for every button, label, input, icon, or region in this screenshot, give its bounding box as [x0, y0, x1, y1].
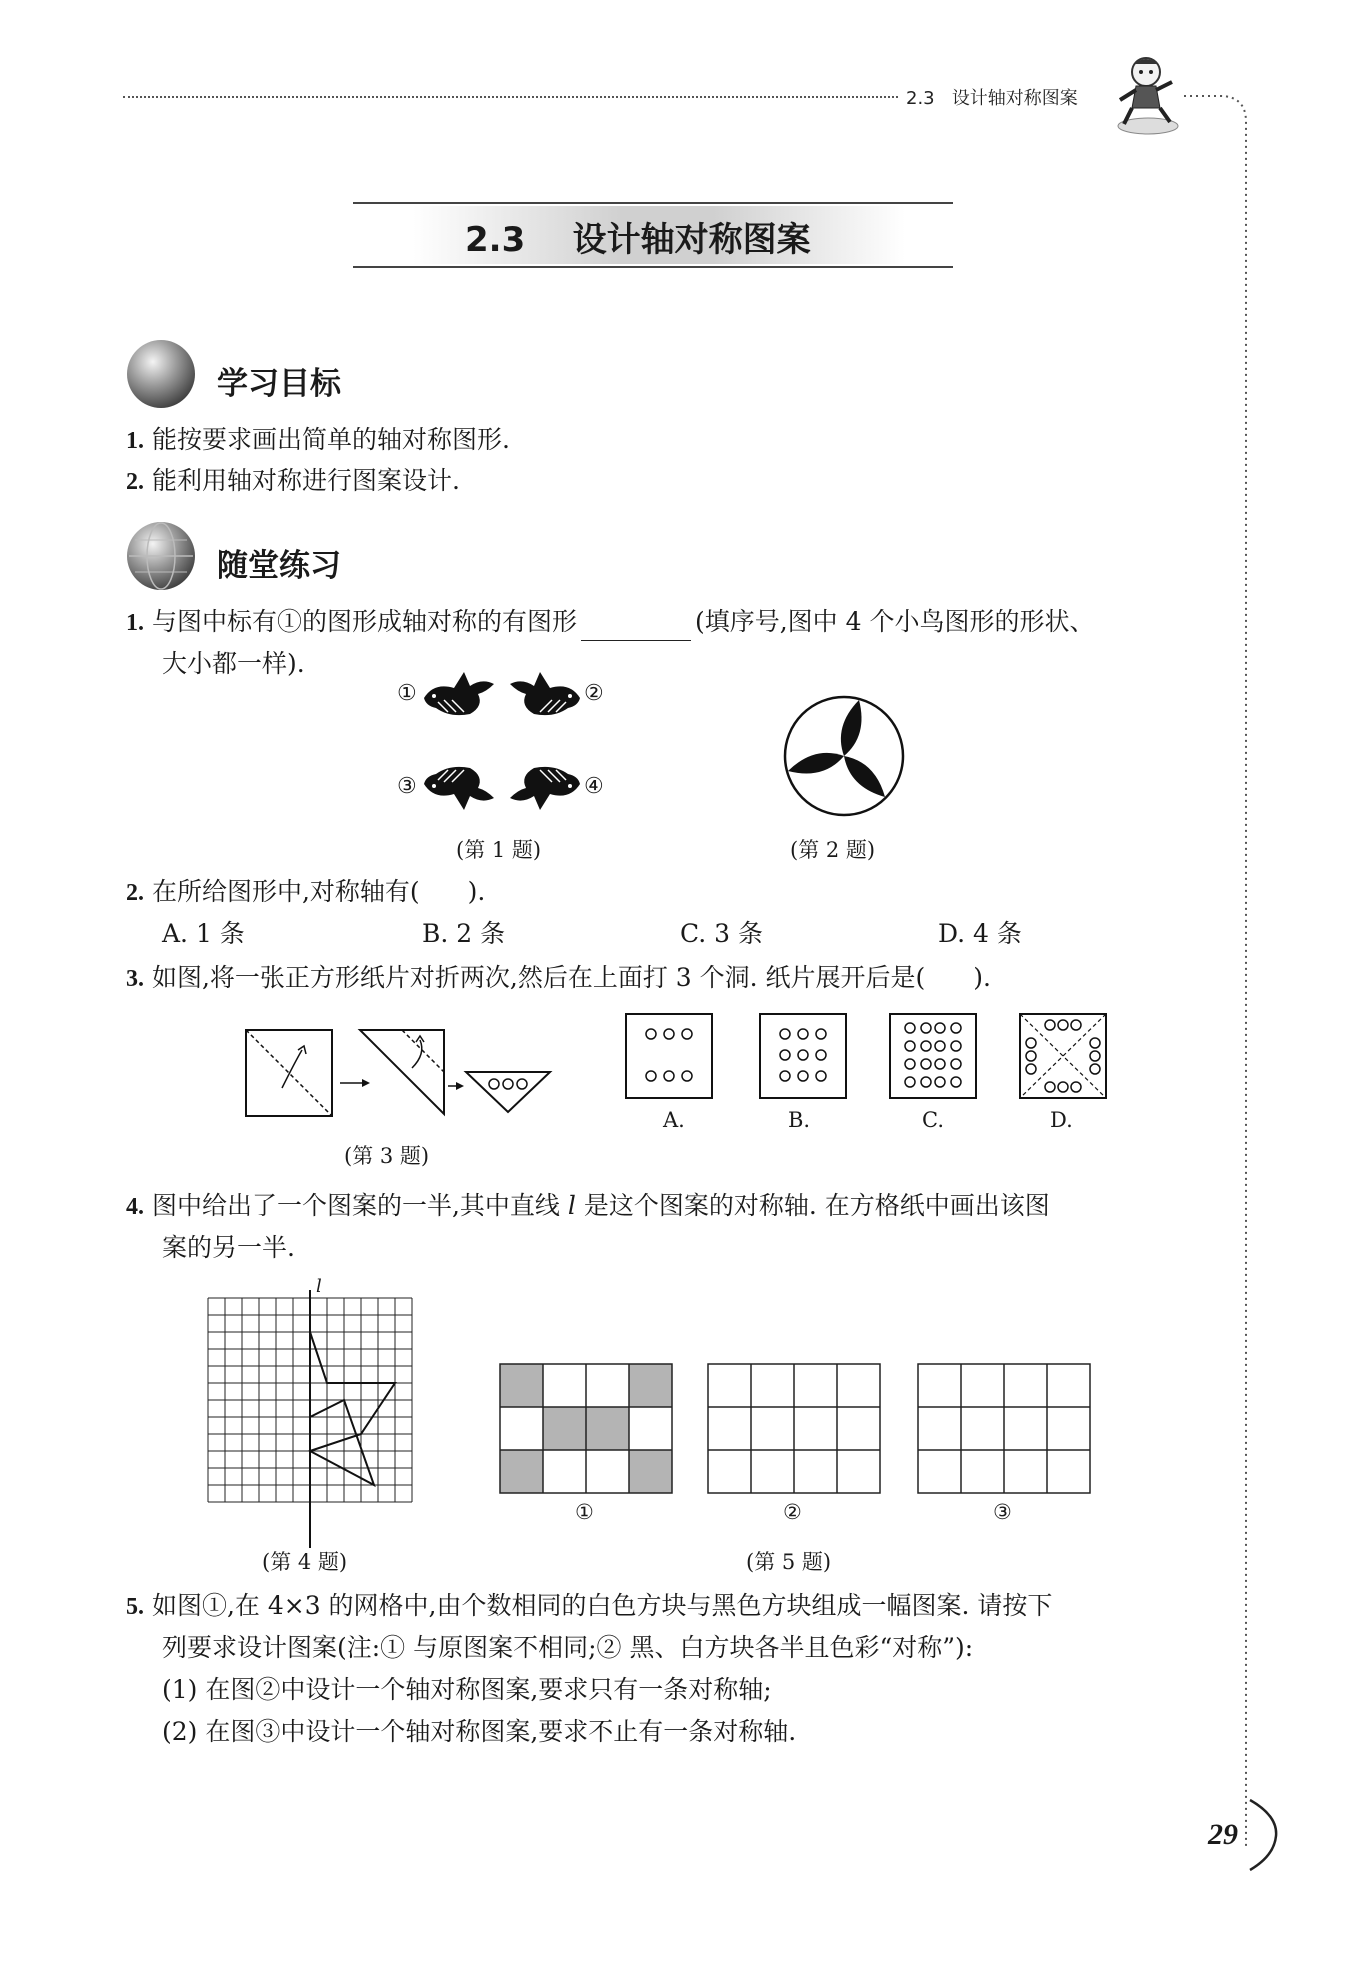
q5-line4: (2) 在图③中设计一个轴对称图案,要求不止有一条对称轴.	[162, 1717, 797, 1746]
q1-text-a: 与图中标有①的图形成轴对称的有图形	[151, 607, 577, 636]
q4-grid[interactable]	[206, 1290, 418, 1550]
page-number: 29	[1208, 1818, 1238, 1851]
q1-caption: (第 1 题)	[456, 838, 542, 862]
q3-option-a-label[interactable]: A.	[663, 1108, 685, 1132]
bird-label-2: ②	[584, 681, 604, 706]
q3-line1	[126, 960, 991, 997]
page-title-text: 设计轴对称图案	[572, 220, 811, 260]
q5-line2: 列要求设计图案(注:① 与原图案不相同;② 黑、白方块各半且色彩“对称”):	[162, 1633, 974, 1662]
q3-option-b-figure[interactable]	[758, 1012, 848, 1100]
q4-line2: 案的另一半.	[162, 1233, 295, 1262]
q4-num: 4.	[126, 1194, 144, 1220]
header-rule	[123, 96, 898, 98]
q4-var: l	[567, 1191, 576, 1220]
q5-caption: (第 5 题)	[746, 1550, 832, 1574]
q5-grid-1	[498, 1362, 674, 1494]
q2-option-c[interactable]: C. 3 条	[680, 919, 763, 948]
q2-text-b: ).	[467, 877, 486, 906]
q5-grid-3-label: ③	[993, 1500, 1012, 1524]
q2-line1	[126, 874, 485, 911]
q3-text-a: 如图,将一张正方形纸片对折两次,然后在上面打 3 个洞. 纸片展开后是(	[151, 963, 926, 992]
q1-line1	[126, 604, 1094, 641]
q5-grid-2[interactable]	[706, 1362, 882, 1494]
q5-line3: (1) 在图②中设计一个轴对称图案,要求只有一条对称轴;	[162, 1675, 772, 1704]
objective-num-2: 2.	[126, 469, 144, 495]
objective-item-2	[126, 463, 460, 500]
objective-item-1	[126, 422, 510, 459]
q5-num: 5.	[126, 1594, 144, 1620]
bird-label-4: ④	[584, 774, 604, 799]
q5-text-1: 如图①,在 4×3 的网格中,由个数相同的白色方块与黑色方块组成一幅图案. 请按下	[151, 1591, 1053, 1620]
q4-caption: (第 4 题)	[262, 1550, 348, 1574]
bird-2-icon	[506, 668, 584, 720]
q3-option-a-figure[interactable]	[624, 1012, 714, 1100]
q5-grid-3[interactable]	[916, 1362, 1092, 1494]
q5-grid-2-label: ②	[783, 1500, 802, 1524]
q2-text-a: 在所给图形中,对称轴有(	[151, 877, 420, 906]
q3-option-c-label[interactable]: C.	[922, 1108, 944, 1132]
globe-lines	[127, 522, 195, 590]
objectives-heading: 学习目标	[217, 366, 341, 402]
q4-text-b: 是这个图案的对称轴. 在方格纸中画出该图	[583, 1191, 1050, 1220]
header-section-num: 2.3	[906, 88, 935, 109]
objectives-ball-icon	[127, 340, 195, 408]
q3-option-b-label[interactable]: B.	[788, 1108, 811, 1132]
q2-caption: (第 2 题)	[790, 838, 876, 862]
page-title-num: 2.3	[465, 220, 526, 260]
q2-num: 2.	[126, 880, 144, 906]
bird-label-3: ③	[397, 774, 417, 799]
bird-label-1: ①	[397, 681, 417, 706]
bird-1-icon	[420, 668, 498, 720]
q3-option-c-figure[interactable]	[888, 1012, 978, 1100]
three-blade-circle	[782, 694, 906, 818]
header-section	[906, 84, 1078, 110]
q1-num: 1.	[126, 610, 144, 636]
q1-answer-blank[interactable]	[581, 614, 691, 641]
folding-diagram	[244, 1028, 554, 1132]
objective-text-2: 能利用轴对称进行图案设计.	[151, 466, 460, 495]
page-title	[465, 212, 811, 261]
title-top-rule	[353, 202, 953, 204]
q3-num: 3.	[126, 966, 144, 992]
title-bottom-rule	[353, 266, 953, 268]
q3-text-b: ).	[973, 963, 991, 992]
header-section-title: 设计轴对称图案	[951, 88, 1078, 109]
practice-heading: 随堂练习	[217, 548, 341, 584]
page-number-bracket	[1246, 1796, 1282, 1874]
q2-option-a[interactable]: A. 1 条	[162, 919, 245, 948]
q4-axis-label-text: l	[316, 1276, 322, 1297]
q3-option-d-figure[interactable]	[1018, 1012, 1108, 1100]
q3-caption: (第 3 题)	[344, 1144, 430, 1168]
bird-3-icon	[420, 762, 498, 814]
q5-line1	[126, 1588, 1052, 1625]
q4-line1	[126, 1188, 1050, 1225]
header-corner-line	[1180, 88, 1250, 1848]
objective-num-1: 1.	[126, 428, 144, 454]
mascot-icon	[1112, 54, 1184, 136]
objective-text-1: 能按要求画出简单的轴对称图形.	[151, 425, 510, 454]
q4-text-a: 图中给出了一个图案的一半,其中直线	[151, 1191, 560, 1220]
q3-option-d-label[interactable]: D.	[1050, 1108, 1073, 1132]
bird-4-icon	[506, 762, 584, 814]
q1-line2: 大小都一样).	[162, 649, 305, 678]
q1-text-b: (填序号,图中 4 个小鸟图形的形状、	[694, 607, 1095, 636]
q5-grid-1-label: ①	[575, 1500, 594, 1524]
q2-option-d[interactable]: D. 4 条	[938, 919, 1022, 948]
q2-option-b[interactable]: B. 2 条	[422, 919, 506, 948]
